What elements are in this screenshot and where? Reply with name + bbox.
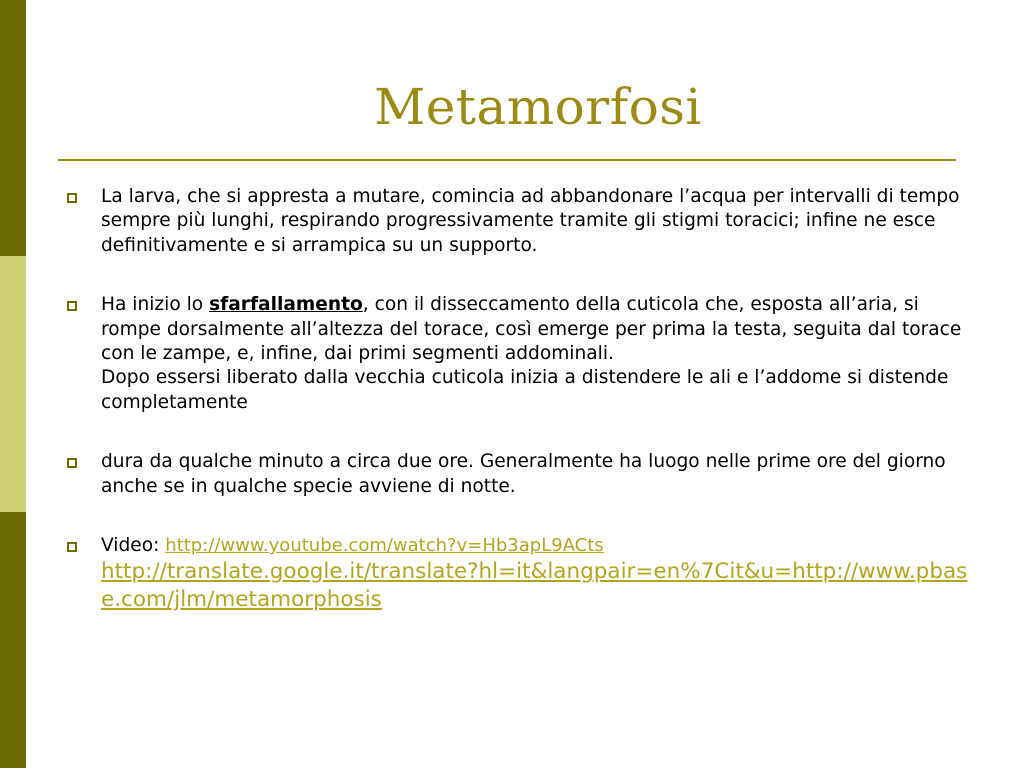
video-label: Video: [101,535,166,557]
square-bullet-icon [67,458,77,468]
bullet-text: La larva, che si appresta a mutare, comincia ad abbandonare l’acqua per intervalli di tempo sempre più lunghi, respirando progressivamente tramite gli stigmi toracici; infine ne esce definitivamente e si arrampica su un supporto. [101,186,960,256]
term-sfarfallamento: sfarfallamento [209,294,363,316]
bullet-item-duration [60,450,970,499]
bullet-item-sfarfallamento [60,293,970,415]
bullet-text-line2: Dopo essersi liberato dalla vecchia cuticola inizia a distendere le ali e l’addome si distende completamente [101,367,949,413]
side-band-middle [0,256,26,512]
bullet-text-suffix: , con il disseccamento della cuticola che, esposta all’aria, si rompe dorsalmente all’altezza del torace, così emerge per prima la testa, seguita dal torace con le zampe, e, infine, dai primi segmenti addominali. [101,294,962,365]
slide-title: Metamorfosi [374,78,702,136]
side-band-top [0,0,26,256]
translate-link[interactable]: http://translate.google.it/translate?hl=it&langpair=en%7Cit&u=http://www.pbase.com/jlm/metamorphosis [101,559,968,612]
bullet-text: dura da qualche minuto a circa due ore. Generalmente ha luogo nelle prime ore del giorno anche se in qualche specie avviene di notte. [101,451,946,497]
youtube-link[interactable]: http://www.youtube.com/watch?v=Hb3apL9ACts [165,535,604,557]
bullet-list [60,185,970,613]
square-bullet-icon [67,193,77,203]
square-bullet-icon [67,542,77,552]
bullet-item-video [60,534,970,613]
bullet-text-prefix: Ha inizio lo [101,294,210,316]
bullet-item-larva [60,185,970,258]
side-band-bottom [0,512,26,768]
square-bullet-icon [67,301,77,311]
title-underline [58,159,956,161]
